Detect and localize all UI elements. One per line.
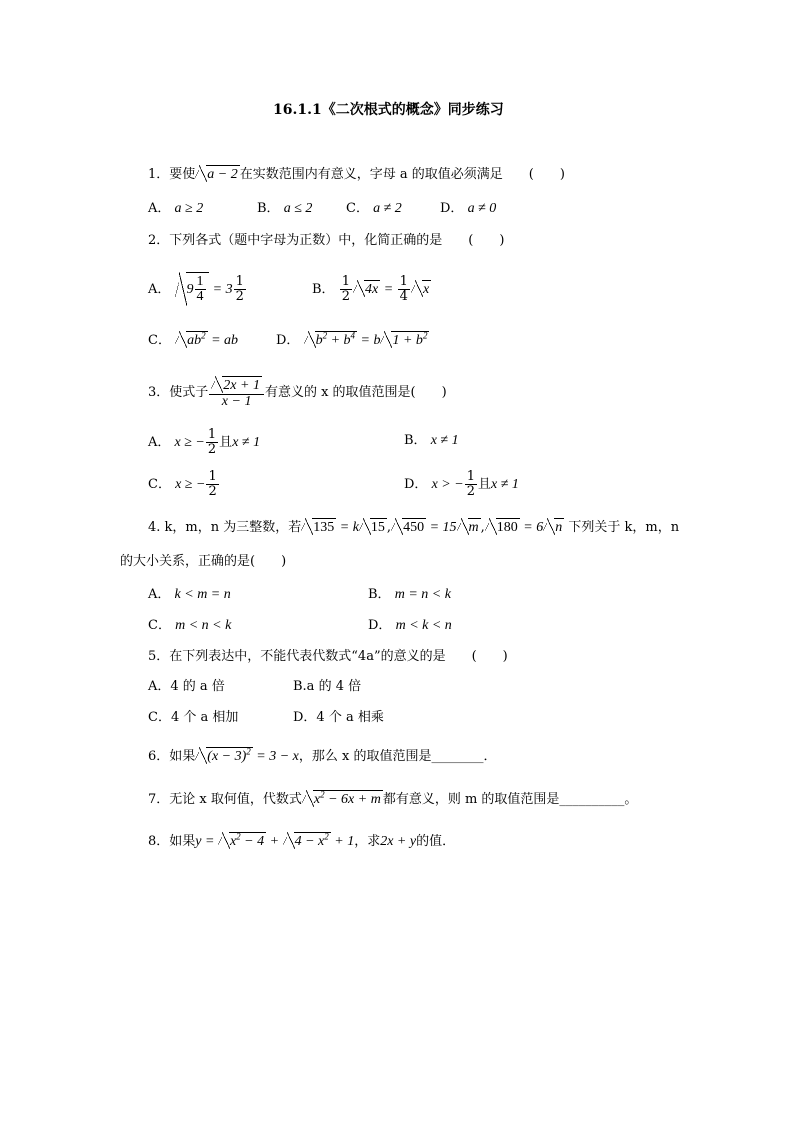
question-8: 8．如果$y = x^2 - 4 + 4 - x^2 + 1$，求2x + y的值．	[148, 831, 456, 849]
option-d: D． a ≠ 0	[440, 201, 497, 216]
option-a: A． a ≥ 2	[148, 201, 204, 216]
question-3: 3．使式子 $\frac{2x + 1}{x - 1}$ 有意义的 x 的取值范围是( )	[148, 378, 447, 409]
question-2-option-b: B． $\frac{1}{2}$ 4x = $\frac{1}{4}$ x	[312, 274, 430, 304]
question-3-option-c: C． x ≥ − $\frac{1}{2}$	[148, 469, 217, 499]
question-2-option-c: C． $ab^2$ = ab	[148, 330, 239, 348]
question-5-option-c: C．4 个 a 相加	[148, 710, 239, 725]
question-4-option-a: A． k < m = n	[148, 587, 231, 602]
question-5: 5．在下列表达中，不能代表代数式“4a”的意义的是 ( )	[148, 649, 508, 664]
question-3-option-d: D． x > − $\frac{1}{2}$ 且x ≠ 1	[404, 469, 519, 499]
question-3-option-b: B． x ≠ 1	[404, 433, 459, 448]
question-3-option-a: A． x ≥ − $\frac{1}{2}$ 且x ≠ 1	[148, 427, 261, 457]
question-4-option-c: C． m < n < k	[148, 618, 232, 633]
question-5-option-b: B.a 的 4 倍	[293, 679, 362, 694]
question-7: 7．无论 x 取何值，代数式 $x^2 - 6x + m$ 都有意义，则 m 的取值范围是__________。	[148, 789, 638, 807]
question-4-option-b: B． m = n < k	[368, 587, 451, 602]
question-4-line-2: 的大小关系，正确的是( )	[120, 554, 287, 569]
question-4: 4. k，m，n 为三整数，若 135 = k 15 , 450 = 15 m , 180 = 6 n 下列关于 k，m，n	[148, 520, 680, 535]
question-2-option-d: D． $b^2 + b^4 = b$ $1 + b^2$	[276, 330, 428, 348]
page-title: 16.1.1《二次根式的概念》同步练习	[273, 102, 504, 118]
option-c: C． a ≠ 2	[346, 201, 402, 216]
question-1-options	[148, 200, 497, 218]
question-1: 1．要使 a − 2 在实数范围内有意义，字母 a 的取值必须满足 ( )	[148, 167, 565, 182]
question-6: 6．如果 $(x - 3)^2 = 3 - x$，那么 x 的取值范围是________．	[148, 746, 497, 764]
question-4-option-d: D． m < k < n	[368, 618, 452, 633]
question-2: 2．下列各式（题中字母为正数）中，化简正确的是 ( )	[148, 233, 505, 248]
sqrt-expression: a − 2	[207, 167, 238, 182]
question-5-option-d: D．4 个 a 相乘	[293, 710, 384, 725]
question-5-option-a: A．4 的 a 倍	[148, 679, 225, 694]
option-b: B． a ≤ 2	[257, 201, 313, 216]
question-2-option-a: A． 9 $\frac{1}{4}$ = 3 $\frac{1}{2}$	[148, 270, 247, 310]
